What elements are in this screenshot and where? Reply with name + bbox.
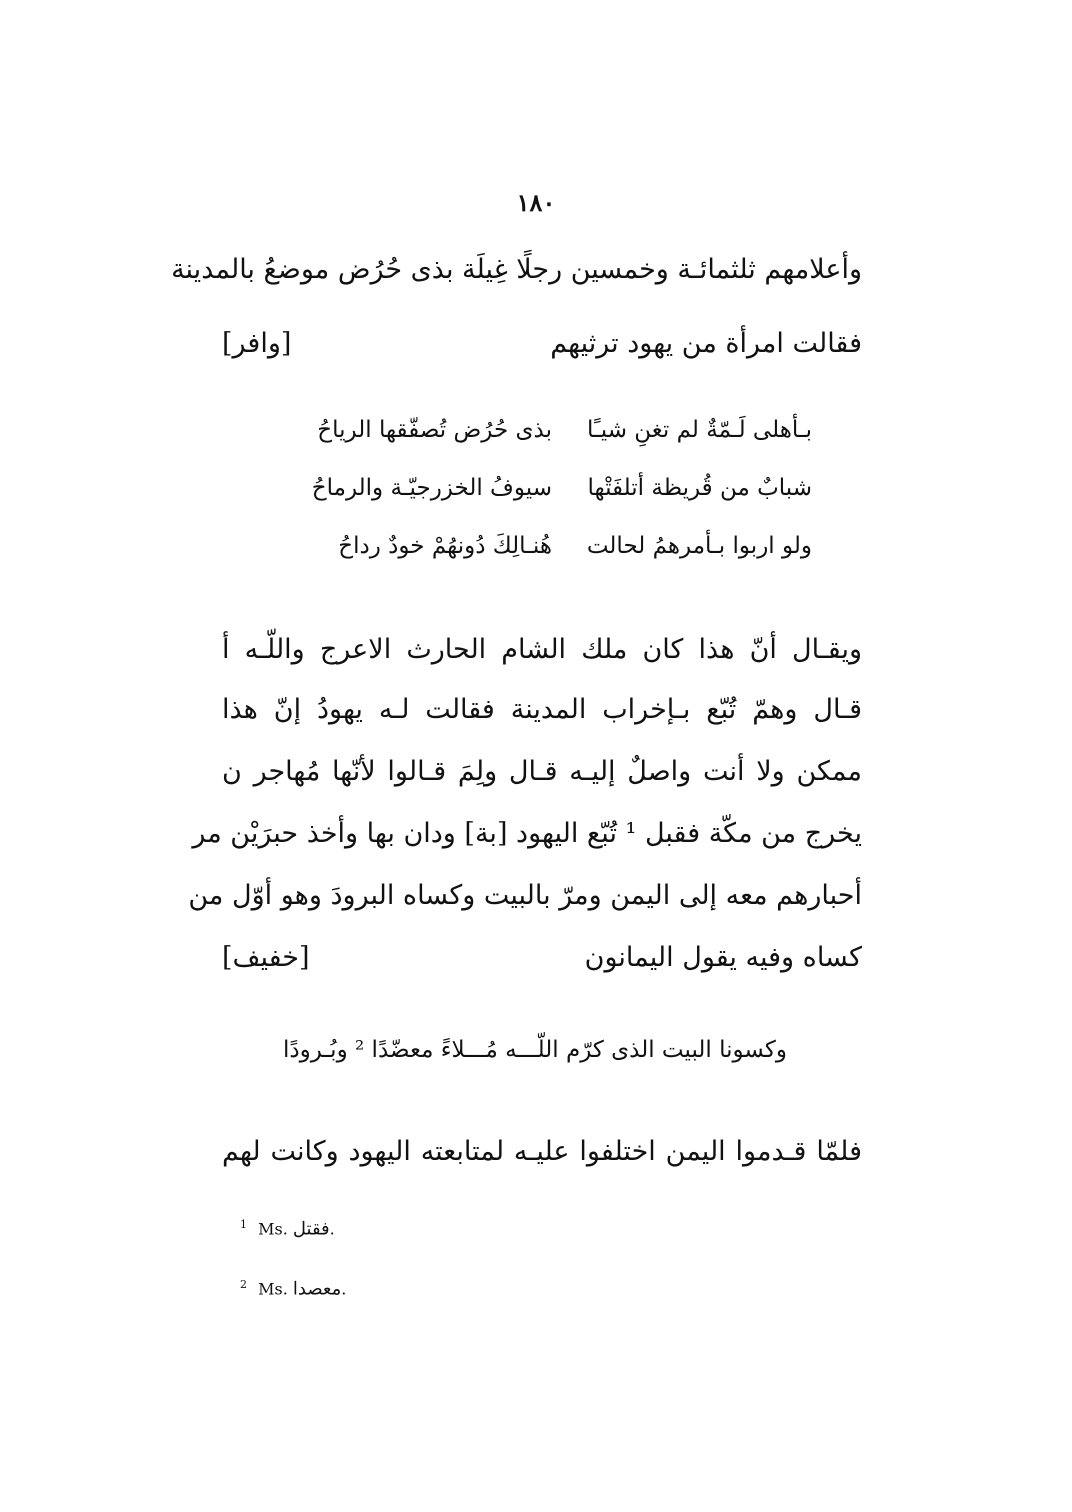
page-number: ١٨٠ bbox=[516, 188, 556, 217]
paragraph-line: يخرج من مكّة فقبل ¹ تُبّع اليهود [بة] ودان بها وأخذ حبرَيْن مر bbox=[192, 818, 862, 849]
footnote-text: فقتل bbox=[292, 1218, 330, 1240]
paragraph-line: فلمّا قـدموا اليمن اختلفوا عليـه لمتابعته اليهود وكانت لهم bbox=[222, 1136, 862, 1167]
footnote-text: معصدا bbox=[292, 1278, 342, 1300]
paragraph-line: قـال وهمّ تُبّع بـإخراب المدينة فقالت لـه يهودُ إنّ هذا bbox=[222, 694, 862, 725]
paragraph-line: كساه وفيه يقول اليمانون bbox=[584, 942, 862, 973]
hemistich: بذى حُرُض تُصفّقها الرياحُ bbox=[317, 417, 552, 443]
verse-line: وكسونا البيت الذى كرّم اللّـــه مُـــلاءً معضّدًا ² وبُـرودًا bbox=[283, 1037, 787, 1063]
paragraph-line: ويقـال أنّ هذا كان ملك الشام الحارث الاعرج واللّـه أ bbox=[222, 634, 862, 665]
footnote: $^2$ Ms. معصدا. bbox=[240, 1278, 347, 1300]
footnote-number: 1 bbox=[240, 1218, 247, 1231]
paragraph-line: فقالت امرأة من يهود ترثيهم bbox=[550, 328, 862, 359]
hemistich: هُنـالِكَ دُونهُمْ خودٌ رداحُ bbox=[338, 533, 552, 559]
hemistich: شبابٌ من قُريظة أتلفَتْها bbox=[587, 475, 812, 501]
footnote-label: Ms. bbox=[258, 1219, 288, 1239]
paragraph-line: وأعلامهم ثلثمائـة وخمسين رجلًا غِيلَة بذى حُرُض موضعُ بالمدينة bbox=[171, 254, 862, 285]
hemistich: ولو اربوا بـأمرهمُ لحالت bbox=[586, 533, 812, 559]
meter-label: [خفيف] bbox=[222, 942, 310, 973]
footnote-number: 2 bbox=[240, 1278, 247, 1291]
hemistich: سيوفُ الخزرجيّـة والرماحُ bbox=[311, 475, 552, 501]
footnote-label: Ms. bbox=[258, 1279, 288, 1299]
meter-label: [وافر] bbox=[222, 328, 292, 359]
hemistich: بـأهلى لَـمّةٌ لم تغنِ شيـًا bbox=[587, 417, 812, 443]
footnote: $^1$ Ms. فقتل. bbox=[240, 1218, 335, 1240]
paragraph-line: ممكن ولا أنت واصلٌ إليـه قـال ولِمَ قـالوا لأنّها مُهاجر ن bbox=[222, 756, 862, 787]
paragraph-line: أحبارهم معه إلى اليمن ومرّ بالبيت وكساه البرودَ وهو أوّل من bbox=[188, 880, 862, 911]
